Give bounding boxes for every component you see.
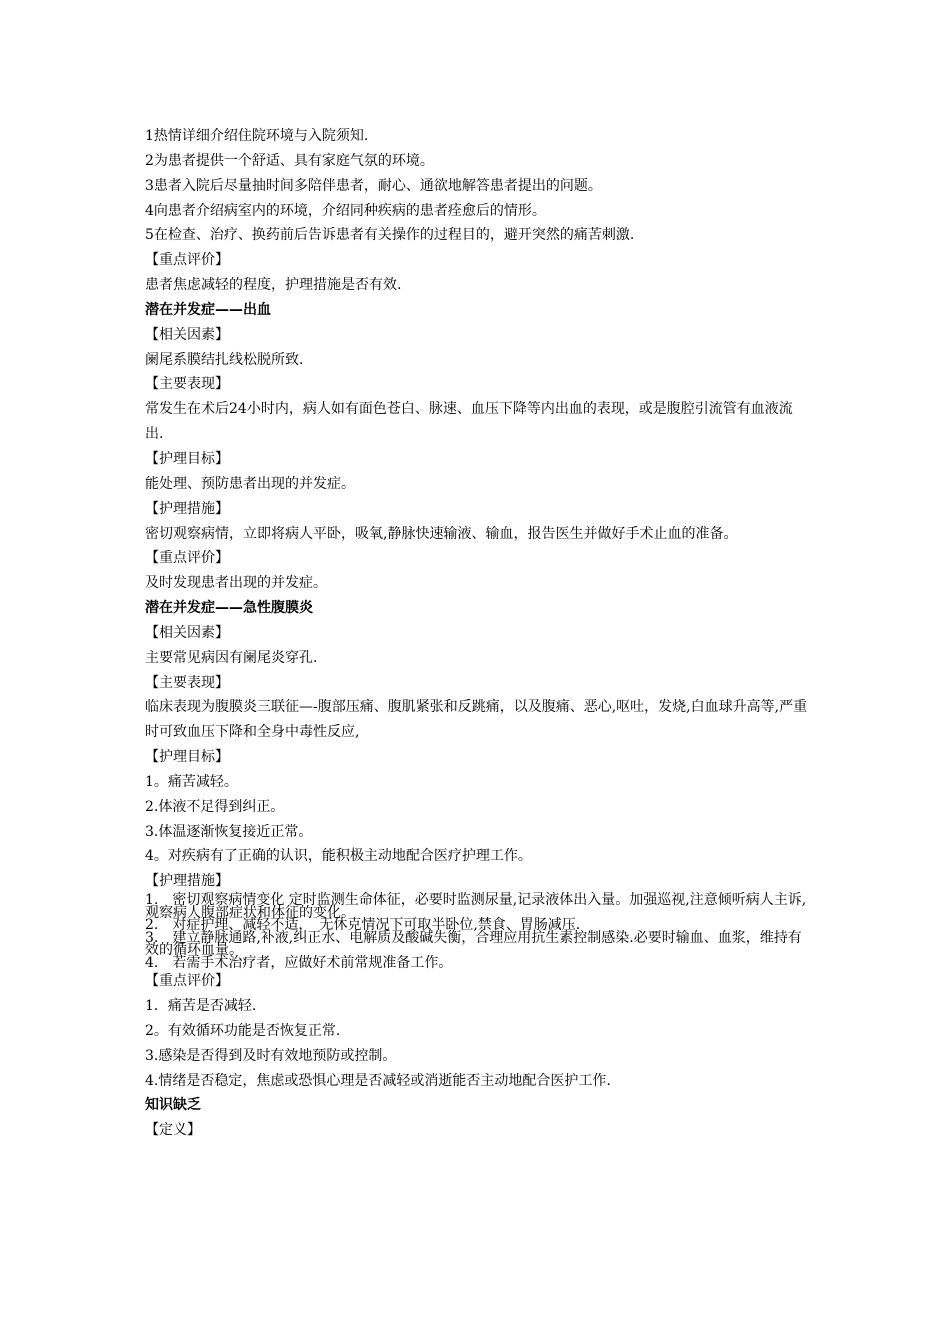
paragraph: 【重点评价】: [145, 973, 229, 990]
paragraph: 【主要表现】: [145, 674, 229, 691]
paragraph: 3. 建立静脉通路,补液,纠正水、电解质及酸碱失衡，合理应用抗生素控制感染.必要时输血、血浆，维持有效的循环血量。: [145, 929, 802, 959]
paragraph: 【定义】: [145, 1122, 201, 1139]
document-page: [145, 124, 810, 1143]
paragraph: 4. 若需手术治疗者，应做好术前常规准备工作。: [145, 954, 453, 971]
paragraph: 【主要表现】: [145, 376, 229, 393]
paragraph: 2。有效循环功能是否恢复正常.: [145, 1022, 341, 1039]
paragraph: 5在检查、治疗、换药前后告诉患者有关操作的过程目的，避开突然的痛苦刺激.: [145, 227, 635, 244]
paragraph: 能处理、预防患者出现的并发症。: [145, 475, 355, 492]
section-heading: 知识缺乏: [145, 1097, 201, 1114]
paragraph: 及时发现患者出现的并发症。: [145, 575, 327, 592]
paragraph: 患者焦虑减轻的程度，护理措施是否有效.: [145, 277, 402, 294]
paragraph: 3.感染是否得到及时有效地预防或控制。: [145, 1047, 397, 1064]
section-heading: 潜在并发症——急性腹膜炎: [145, 600, 313, 617]
paragraph: 【相关因素】: [145, 624, 229, 641]
paragraph: 1热情详细介绍住院环境与入院须知.: [145, 128, 369, 144]
paragraph: 3.体温逐渐恢复接近正常。: [145, 823, 313, 840]
paragraph: 【相关因素】: [145, 326, 229, 343]
paragraph: 1. 密切观察病情变化 定时监测生命体征，必要时监测尿量,记录液体出入量。加强巡视,注意倾听病人主诉,观察病人腹部症状和体征的变化。: [145, 892, 807, 921]
paragraph: 常发生在术后24小时内，病人如有面色苍白、脉速、血压下降等内出血的表现，或是腹腔引流管有血液流出.: [145, 401, 793, 443]
paragraph: 阑尾系膜结扎线松脱所致.: [145, 351, 304, 368]
paragraph: 【护理目标】: [145, 749, 229, 766]
paragraph: 3患者入院后尽量抽时间多陪伴患者，耐心、通欲地解答患者提出的问题。: [145, 177, 602, 194]
paragraph: 【重点评价】: [145, 550, 229, 567]
section-heading: 潜在并发症——出血: [145, 301, 271, 318]
paragraph: 2为患者提供一个舒适、具有家庭气氛的环境。: [145, 152, 434, 169]
paragraph: 1。痛苦减轻。: [145, 773, 238, 790]
paragraph: 【护理措施】: [145, 500, 229, 517]
paragraph: 密切观察病情，立即将病人平卧，吸氧,静脉快速输液、输血，报告医生并做好手术止血的准备。: [145, 525, 738, 542]
paragraph: 主要常见病因有阑尾炎穿孔.: [145, 649, 318, 666]
paragraph: 【护理措施】: [145, 873, 229, 890]
paragraph: 【护理目标】: [145, 450, 229, 467]
paragraph: 4向患者介绍病室内的环境，介绍同种疾病的患者痊愈后的情形。: [145, 202, 546, 219]
paragraph: 4。对疾病有了正确的认识，能积极主动地配合医疗护理工作。: [145, 848, 532, 865]
paragraph: 2. 对症护理、减轻不适， 无休克情况下可取半卧位,禁食、胃肠减压.: [145, 917, 581, 934]
paragraph: 4.情绪是否稳定，焦虑或恐惧心理是否减轻或消逝能否主动地配合医护工作.: [145, 1072, 611, 1089]
paragraph: 临床表现为腹膜炎三联征—-腹部压痛、腹肌紧张和反跳痛，以及腹痛、恶心,呕吐，发烧,白血球升高等,严重时可致血压下降和全身中毒性反应,: [145, 699, 808, 741]
paragraph: 【重点评价】: [145, 252, 229, 269]
paragraph: 2.体液不足得到纠正。: [145, 798, 285, 815]
paragraph: 1．痛苦是否减轻.: [145, 998, 257, 1014]
